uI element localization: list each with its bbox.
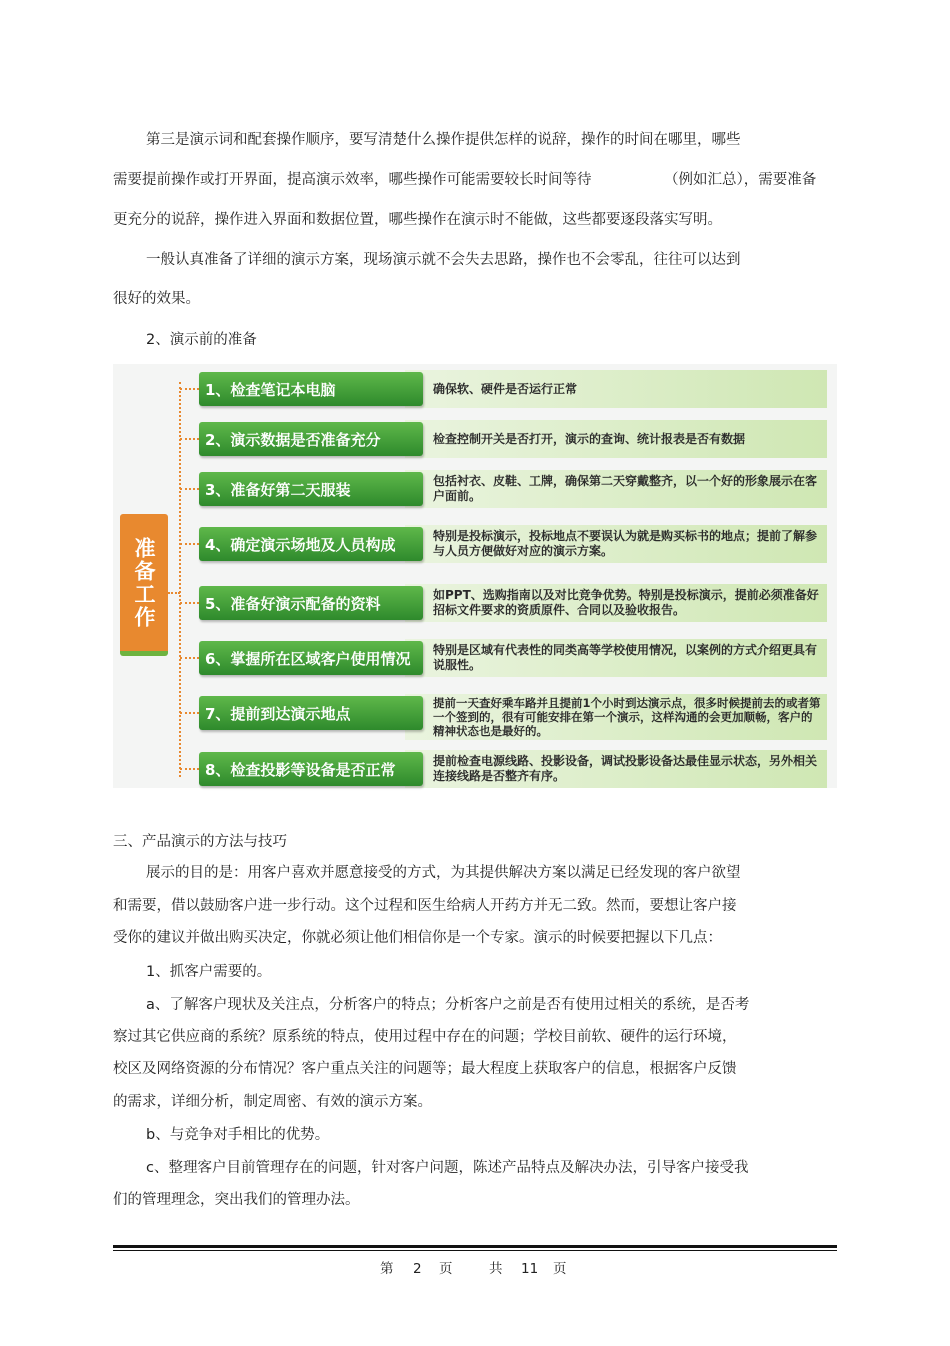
- step-description: 检查控制开关是否打开，演示的查询、统计报表是否有数据: [433, 431, 746, 446]
- connector-line: [180, 712, 199, 714]
- footer-rule: [113, 1250, 837, 1251]
- list-item: 1、抓客户需要的。: [146, 964, 272, 980]
- step-label: 4、确定演示场地及人员构成: [199, 527, 423, 561]
- connector-line: [180, 388, 199, 390]
- step-description: 特别是投标演示，投标地点不要误认为就是购买标书的地点；提前了解参与人员方便做好对应的演示方案。: [433, 529, 818, 558]
- footer-gong: 共: [489, 1261, 503, 1277]
- paragraph-line: 校区及网络资源的分布情况？客户重点关注的问题等；最大程度上获取客户的信息，根据客户反馈: [113, 1061, 737, 1077]
- paragraph-line: （例如汇总），需要准备: [664, 172, 817, 188]
- diagram-row: [113, 370, 837, 410]
- paragraph-line: 一般认真准备了详细的演示方案，现场演示就不会失去思路，操作也不会零乱，往往可以达到: [146, 252, 741, 268]
- step-label: 6、掌握所在区域客户使用情况: [199, 641, 423, 675]
- diagram-row: [113, 525, 837, 565]
- paragraph-line: 和需要，借以鼓励客户进一步行动。这个过程和医生给病人开药方并无二致。然而，要想让客户接: [113, 898, 737, 914]
- diagram-row: [113, 639, 837, 679]
- page-number: 2: [413, 1261, 422, 1277]
- connector-line: [180, 438, 199, 440]
- center-label: 准备工作: [132, 536, 157, 629]
- diagram-row: [113, 750, 837, 790]
- footer-rule: [113, 1245, 837, 1248]
- paragraph-line: 第三是演示词和配套操作顺序，要写清楚什么操作提供怎样的说辞，操作的时间在哪里，哪些: [146, 132, 741, 148]
- paragraph-line: c、整理客户目前管理存在的问题，针对客户问题，陈述产品特点及解决办法，引导客户接受我: [146, 1160, 749, 1176]
- paragraph-line: 受你的建议并做出购买决定，你就必须让他们相信你是一个专家。演示的时候要把握以下几点：: [113, 930, 722, 946]
- step-label: 3、准备好第二天服装: [199, 472, 423, 506]
- step-description: 提前一天查好乘车路并且提前1个小时到达演示点，很多时候提前去的或者第一个签到的，很有可能安排在第一个演示，这样沟通的会更加顺畅，客户的精神状态也是最好的。: [433, 696, 821, 738]
- section-heading: 三、产品演示的方法与技巧: [113, 834, 287, 850]
- connector-line: [180, 488, 199, 490]
- step-label: 5、准备好演示配备的资料: [199, 586, 423, 620]
- preparation-diagram: [113, 364, 837, 788]
- step-label: 8、检查投影等设备是否正常: [199, 752, 423, 786]
- paragraph-line: 们的管理理念，突出我们的管理办法。: [113, 1192, 360, 1208]
- connector-line: [180, 602, 199, 604]
- step-description: 特别是区域有代表性的同类高等学校使用情况，以案例的方式介绍更具有说服性。: [433, 643, 818, 672]
- diagram-row: [113, 694, 837, 740]
- step-label: 2、演示数据是否准备充分: [199, 422, 423, 456]
- step-description: 如PPT、选购指南以及对比竞争优势。特别是投标演示，提前必须准备好招标文件要求的资质原件、合同以及验收报告。: [433, 588, 819, 617]
- paragraph-line: 察过其它供应商的系统？原系统的特点，使用过程中存在的问题；学校目前软、硬件的运行环境，: [113, 1029, 737, 1045]
- paragraph-line: 展示的目的是：用客户喜欢并愿意接受的方式，为其提供解决方案以满足已经发现的客户欲望: [146, 865, 741, 881]
- paragraph-line: 更充分的说辞，操作进入界面和数据位置，哪些操作在演示时不能做，这些都要逐段落实写明。: [113, 212, 722, 228]
- diagram-row: [113, 420, 837, 460]
- footer-di: 第: [380, 1261, 394, 1277]
- paragraph-line: 很好的效果。: [113, 291, 200, 307]
- footer-ye: 页: [439, 1261, 453, 1277]
- step-description: 提前检查电源线路、投影设备，调试投影设备达最佳显示状态，另外相关连接线路是否整齐有序。: [433, 754, 818, 783]
- section-heading: 2、演示前的准备: [146, 332, 257, 348]
- step-description: 包括衬衣、皮鞋、工牌，确保第二天穿戴整齐，以一个好的形象展示在客户面前。: [433, 474, 818, 503]
- connector-line: [180, 768, 199, 770]
- paragraph-line: b、与竞争对手相比的优势。: [146, 1127, 330, 1143]
- step-label: 7、提前到达演示地点: [199, 696, 423, 730]
- connector-line: [180, 657, 199, 659]
- footer-ye: 页: [553, 1261, 567, 1277]
- step-description: 确保软、硬件是否运行正常: [433, 381, 578, 396]
- connector-line: [180, 543, 199, 545]
- diagram-row: [113, 470, 837, 510]
- total-pages: 11: [521, 1261, 539, 1277]
- diagram-row: [113, 584, 837, 624]
- step-label: 1、检查笔记本电脑: [199, 372, 423, 406]
- paragraph-line: 需要提前操作或打开界面，提高演示效率，哪些操作可能需要较长时间等待: [113, 172, 592, 188]
- paragraph-line: a、了解客户现状及关注点，分析客户的特点；分析客户之前是否有使用过相关的系统，是否考: [146, 997, 750, 1013]
- paragraph-line: 的需求，详细分析，制定周密、有效的演示方案。: [113, 1094, 432, 1110]
